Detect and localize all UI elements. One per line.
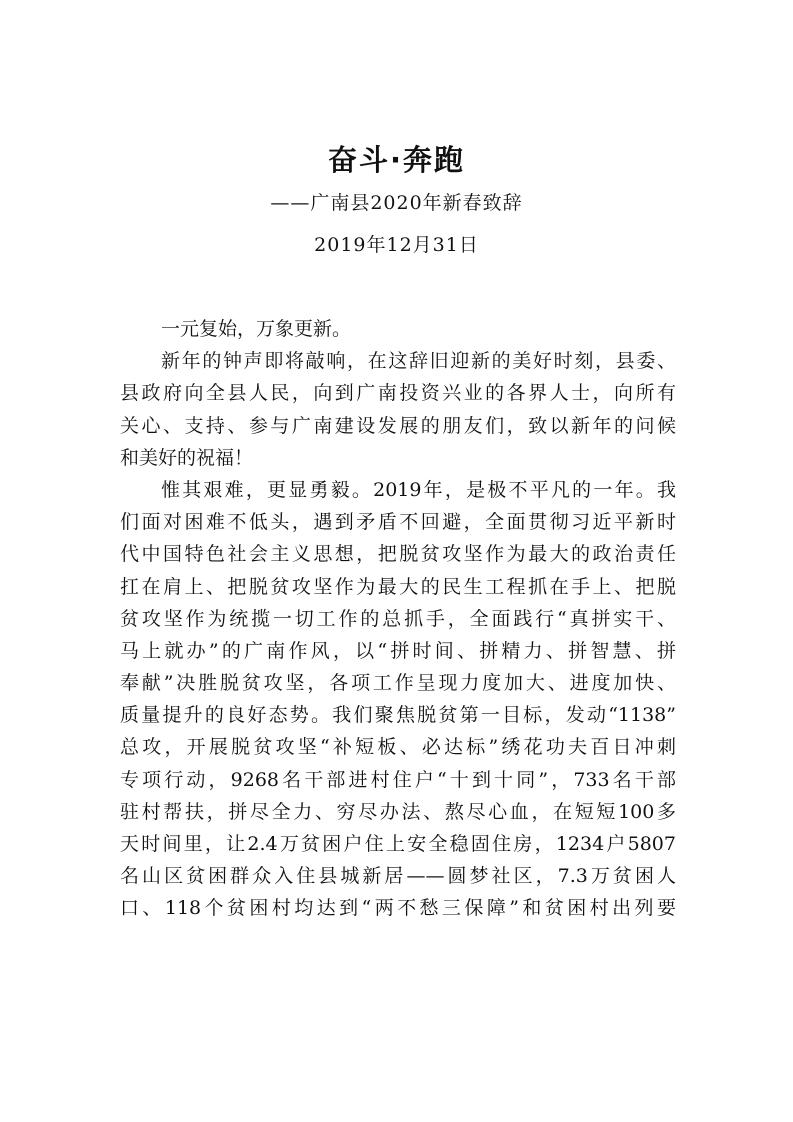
text-line: 扛在肩上、把脱贫攻坚作为最大的民生工程抓在手上、把脱 <box>120 575 676 598</box>
document-title: 奋斗·奔跑 <box>327 143 466 177</box>
text-line: 专项行动，9268名干部进村住户“十到十同”，733名干部 <box>120 768 676 791</box>
text-line: 天时间里，让2.4万贫困户住上安全稳固住房，1234户5807 <box>120 833 676 855</box>
text-line: 奉献”决胜脱贫攻坚，各项工作呈现力度加大、进度加快、 <box>120 672 676 695</box>
text-line: 驻村帮扶，拼尽全力、穷尽办法、熬尽心血，在短短100多 <box>120 800 676 823</box>
paragraph <box>120 313 676 345</box>
text-line: 马上就办”的广南作风，以“拼时间、拼精力、拼智慧、拼 <box>120 639 676 662</box>
document-body <box>120 313 676 925</box>
text-line: 关心、支持、参与广南建设发展的朋友们，致以新年的问候 <box>120 414 676 437</box>
text-line: 贫攻坚作为统揽一切工作的总抓手，全面践行“真拼实干、 <box>120 607 676 630</box>
text-line: 县政府向全县人民，向到广南投资兴业的各界人士，向所有 <box>120 382 676 405</box>
paragraph <box>120 345 676 474</box>
text-line: 们面对困难不低头，遇到矛盾不回避，全面贯彻习近平新时 <box>120 511 676 534</box>
document-subtitle: ——广南县2020年新春致辞 <box>270 192 523 214</box>
text-line: 惟其艰难，更显勇毅。2019年，是极不平凡的一年。我 <box>161 478 676 501</box>
text-line: 和美好的祝福！ <box>120 446 254 469</box>
text-line: 总攻，开展脱贫攻坚“补短板、必达标”绣花功夫百日冲刺 <box>120 736 676 759</box>
document-date: 2019年12月31日 <box>314 234 479 256</box>
text-line: 代中国特色社会主义思想，把脱贫攻坚作为最大的政治责任 <box>120 543 676 566</box>
text-line: 质量提升的良好态势。我们聚焦脱贫第一目标，发动“1138” <box>120 704 676 727</box>
paragraph <box>120 474 676 925</box>
text-line: 名山区贫困群众入住县城新居——圆梦社区，7.3万贫困人 <box>120 865 676 888</box>
text-line: 一元复始，万象更新。 <box>161 318 352 340</box>
text-line: 新年的钟声即将敲响，在这辞旧迎新的美好时刻，县委、 <box>161 350 676 373</box>
text-line: 口、118个贫困村均达到“两不愁三保障”和贫困村出列要 <box>120 897 676 920</box>
